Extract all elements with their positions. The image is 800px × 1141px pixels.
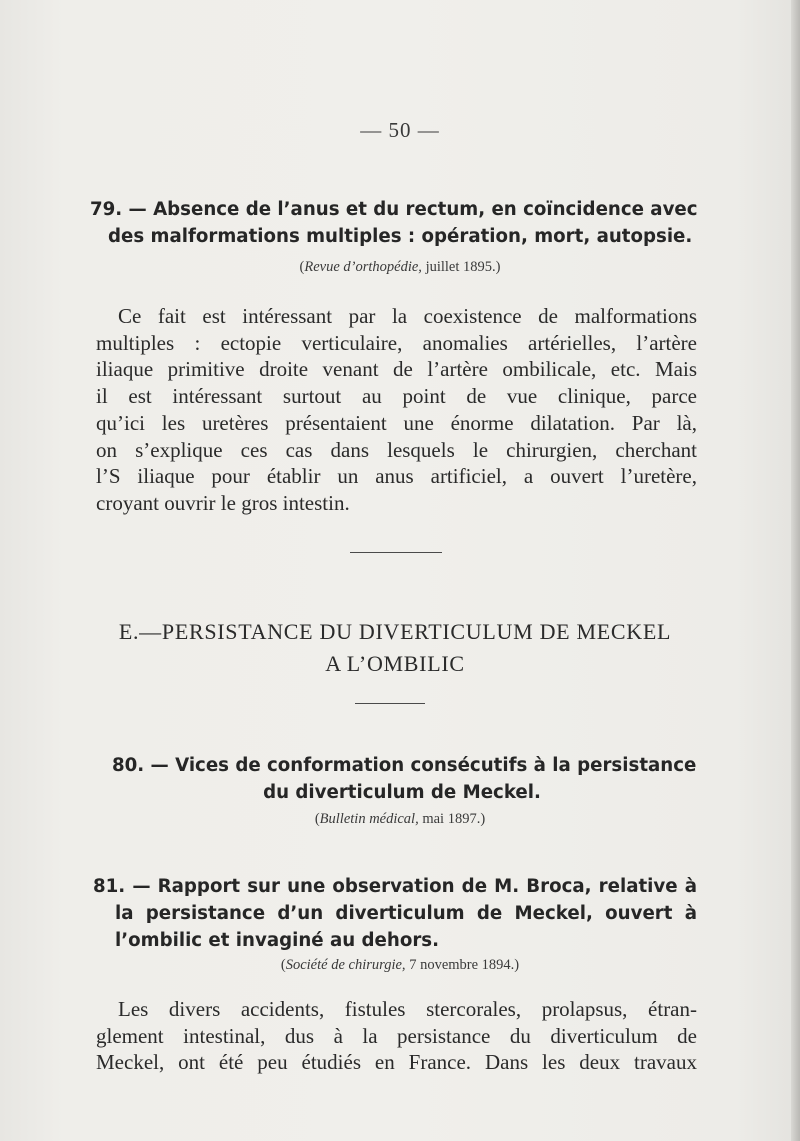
paragraph-line: Meckel, ont été peu étudiés en France. Dans les deux travaux [96, 1050, 697, 1075]
entry-79-source-date: juillet 1895.) [421, 259, 501, 275]
entry-81-heading-line-1: 81. — Rapport sur une observation de M. Broca, relative à [93, 876, 697, 897]
entry-81-source-date: 7 novembre 1894.) [405, 957, 520, 973]
entry-80-heading-line-1: 80. — Vices de conformation consécutifs à la persistance [112, 755, 697, 776]
paragraph-line: l’S iliaque pour établir un anus artificiel, a ouvert l’uretère, [96, 464, 697, 489]
entry-79-heading-line-1: 79. — Absence de l’anus et du rectum, en coïncidence avec [90, 199, 698, 220]
paragraph-line: Ce fait est intéressant par la coexistence de malformations [118, 304, 697, 328]
entry-79-source-journal: Revue d’orthopédie, [304, 259, 422, 275]
entry-79-paragraph [96, 303, 697, 517]
paragraph-line: multiples : ectopie verticulaire, anomalies artérielles, l’artère [96, 330, 697, 355]
paragraph-line: qu’ici les uretères présentaient une énorme dilatation. Par là, [96, 410, 697, 435]
section-e-title [80, 616, 710, 680]
entry-81-heading-line-3: l’ombilic et invaginé au dehors. [115, 930, 440, 951]
paragraph-line: iliaque primitive droite venant de l’artère ombilicale, etc. Mais [96, 357, 697, 382]
separator-rule [350, 552, 442, 553]
entry-80-source [0, 811, 800, 828]
entry-81-source-society: Société de chirurgie, [285, 957, 406, 973]
entry-79-heading [90, 196, 697, 250]
entry-80-source-prefix: ( [314, 811, 320, 827]
entry-81-heading [93, 873, 697, 954]
entry-80-heading-line-2: du diverticulum de Meckel. [263, 782, 541, 803]
entry-81-heading-line-2: la persistance d’un diverticulum de Meckel, ouvert à [115, 903, 697, 924]
entry-79-source-prefix: ( [299, 259, 305, 275]
entry-79-source [0, 259, 800, 276]
paragraph-line: glement intestinal, dus à la persistance du diverticulum de [96, 1023, 697, 1048]
entry-80-source-journal: Bulletin médical, [319, 811, 419, 827]
entry-80-source-date: mai 1897.) [418, 811, 486, 827]
paragraph-line: croyant ouvrir le gros intestin. [96, 490, 350, 515]
entry-81-source [0, 957, 800, 974]
section-title-line-2: A L’OMBILIC [325, 651, 465, 676]
paragraph-line: Les divers accidents, fistules stercorales, prolapsus, étran- [118, 997, 697, 1021]
separator-rule [355, 703, 425, 704]
page-number: — 50 — [360, 118, 440, 142]
paragraph-line: il est intéressant surtout au point de vue clinique, parce [96, 384, 697, 409]
entry-79-heading-line-2: des malformations multiples : opération, mort, autopsie. [108, 226, 693, 247]
entry-81-source-prefix: ( [280, 957, 286, 973]
paragraph-line: on s’explique ces cas dans lesquels le chirurgien, cherchant [96, 437, 697, 462]
section-title-line-1: E.—PERSISTANCE DU DIVERTICULUM DE MECKEL [118, 619, 672, 644]
entry-80-heading [112, 752, 697, 806]
entry-81-paragraph [96, 996, 697, 1076]
